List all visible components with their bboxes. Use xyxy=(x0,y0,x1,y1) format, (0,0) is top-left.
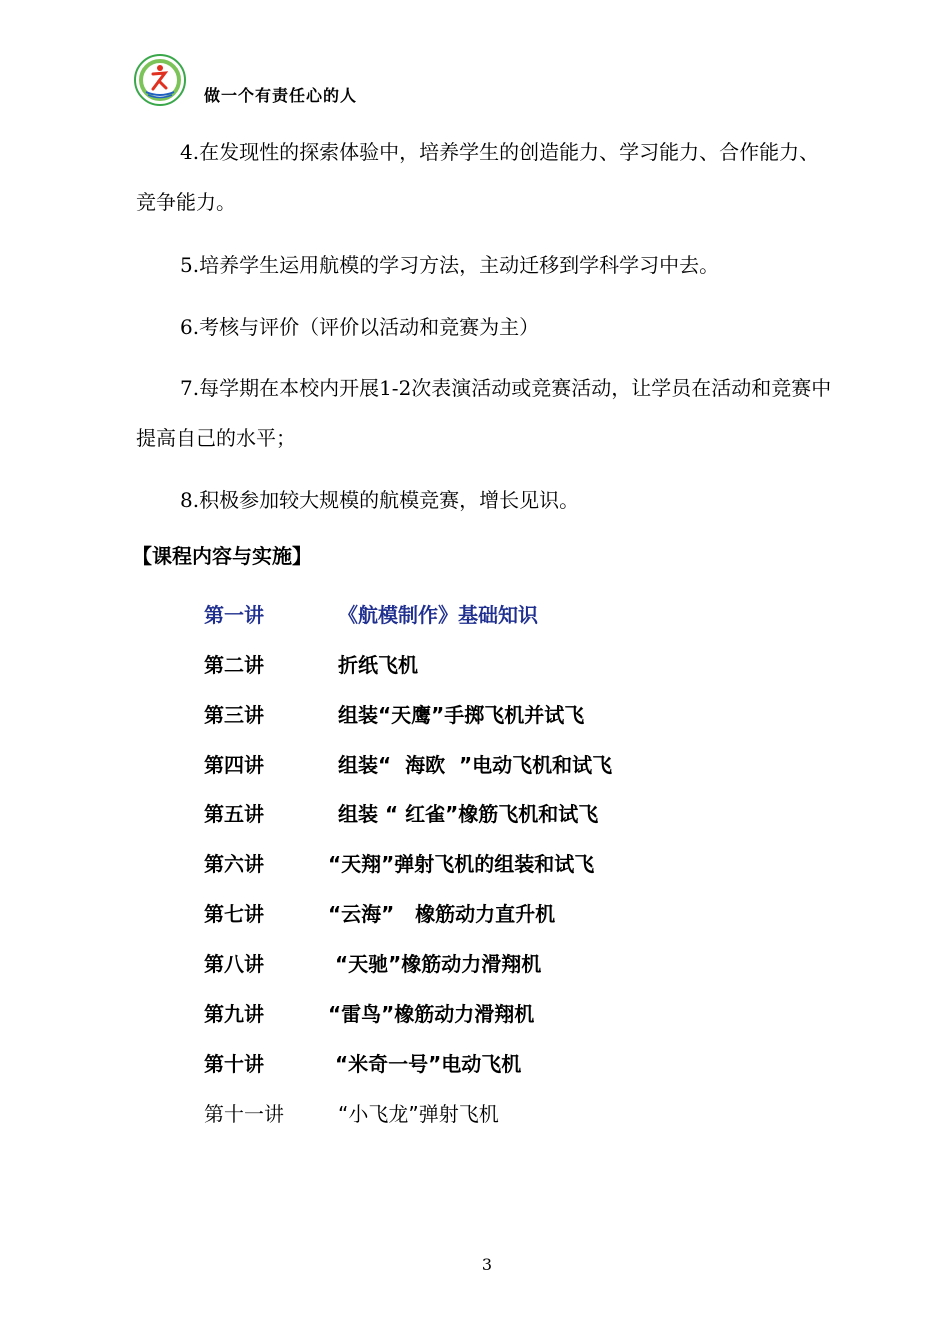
section-title-course-content: 【课程内容与实施】 xyxy=(132,544,312,568)
paragraph-item-6: 6.考核与评价（评价以活动和竞赛为主） xyxy=(180,315,540,339)
lecture-number: 第四讲 xyxy=(204,753,264,777)
lecture-title: “云海” 橡筋动力直升机 xyxy=(328,902,556,926)
lecture-title: “雷鸟”橡筋动力滑翔机 xyxy=(328,1002,535,1026)
school-motto: 做一个有责任心的人 xyxy=(204,85,358,105)
lecture-title: “小飞龙”弹射飞机 xyxy=(338,1102,499,1126)
lecture-item xyxy=(204,898,555,927)
lecture-title: “米奇一号”电动飞机 xyxy=(328,1052,522,1076)
lecture-number: 第六讲 xyxy=(204,852,264,876)
lecture-item xyxy=(204,599,538,628)
lecture-item xyxy=(204,798,598,827)
lecture-number: 第十一讲 xyxy=(204,1102,284,1126)
lecture-item xyxy=(204,998,534,1027)
lecture-number: 第十讲 xyxy=(204,1052,264,1076)
paragraph-item-5: 5.培养学生运用航模的学习方法，主动迁移到学科学习中去。 xyxy=(180,253,720,277)
lecture-title: 《航模制作》基础知识 xyxy=(338,603,538,627)
lecture-number: 第三讲 xyxy=(204,703,264,727)
lecture-number: 第九讲 xyxy=(204,1002,264,1026)
lecture-item xyxy=(204,699,584,728)
lecture-item xyxy=(204,1098,499,1127)
lecture-item xyxy=(204,1048,521,1077)
lecture-number: 第八讲 xyxy=(204,952,264,976)
page-number: 3 xyxy=(481,1255,493,1274)
paragraph-item-4: 4.在发现性的探索体验中，培养学生的创造能力、学习能力、合作能力、竞争能力。 xyxy=(136,140,820,214)
lecture-item xyxy=(204,948,541,977)
paragraph-item-7: 7.每学期在本校内开展1-2次表演活动或竞赛活动，让学员在活动和竞赛中提高自己的水平； xyxy=(136,376,832,450)
school-logo-icon xyxy=(134,54,186,106)
lecture-title: 组装“天鹰”手掷飞机并试飞 xyxy=(338,703,585,727)
lecture-number: 第二讲 xyxy=(204,653,264,677)
lecture-number: 第一讲 xyxy=(204,603,264,627)
lecture-item xyxy=(204,749,612,778)
page-header xyxy=(134,50,357,110)
lecture-title: 组装 “ 红雀”橡筋飞机和试飞 xyxy=(338,802,599,826)
lecture-item xyxy=(204,649,418,678)
lecture-item xyxy=(204,848,594,877)
paragraph-item-8: 8.积极参加较大规模的航模竞赛，增长见识。 xyxy=(180,488,580,512)
lecture-title: 组装“ 海欧 ”电动飞机和试飞 xyxy=(338,753,613,777)
lecture-number: 第七讲 xyxy=(204,902,264,926)
lecture-title: “天驰”橡筋动力滑翔机 xyxy=(328,952,542,976)
lecture-title: “天翔”弹射飞机的组装和试飞 xyxy=(328,852,595,876)
lecture-number: 第五讲 xyxy=(204,802,264,826)
lecture-title: 折纸飞机 xyxy=(338,653,418,677)
